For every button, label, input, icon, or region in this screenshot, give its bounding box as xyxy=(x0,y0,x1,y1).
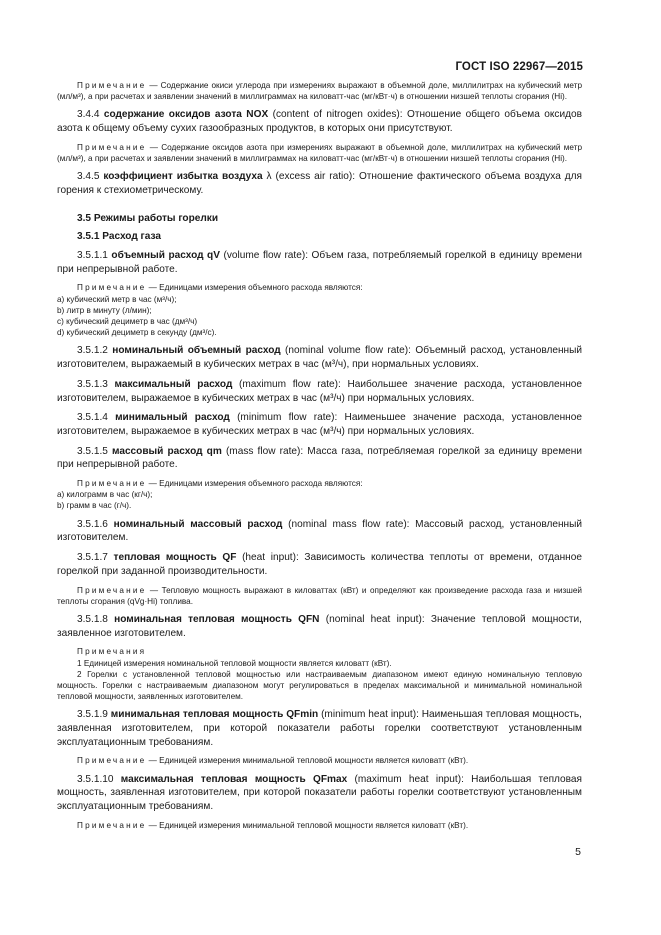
term-3-5-1-10 xyxy=(57,773,582,814)
term-definition: (heat input): Зависимость количества теплоты от времени, отданное горелкой при заданной производительности. xyxy=(57,552,582,577)
term-3-4-4 xyxy=(57,108,582,135)
term-3-5-1-8 xyxy=(57,613,582,640)
term-number: 3.5.1.6 xyxy=(77,518,114,530)
term-name: тепловая мощность QF xyxy=(113,552,237,564)
note-label: Примечание xyxy=(77,585,147,595)
term-3-5-1-3 xyxy=(57,378,582,405)
list-item: 2 Горелки с установленной тепловой мощностью или настраиваемым диапазоном имеют единую номинальную тепловую мощность. Горелки с настраиваемым диапазоном могут регулироваться в пределах максимальной и минимальной номинальной тепловой мощности, заявленных изготовителем. xyxy=(57,669,582,702)
term-name: объемный расход qV xyxy=(111,250,220,262)
note-max-heat xyxy=(57,820,582,831)
section-heading-3-5-1: 3.5.1 Расход газа xyxy=(77,231,161,243)
note-volume-units xyxy=(57,282,582,338)
note-text: — Единицей измерения минимальной тепловой мощности является киловатт (кВт). xyxy=(146,756,469,766)
note-label: Примечание xyxy=(77,81,147,90)
term-definition: (maximum flow rate): Наибольшее значение расхода, установленное изготовителем, выражаемое в кубических метрах в час (м³/ч) при нормальных условиях. xyxy=(57,378,582,404)
term-number: 3.5.1.10 xyxy=(77,773,121,785)
section-heading-3-5: 3.5 Режимы работы горелки xyxy=(77,212,219,224)
standard-header: ГОСТ ISO 22967—2015 xyxy=(455,61,583,73)
list-item: d) кубический дециметр в секунду (дм³/с). xyxy=(57,328,217,338)
document-body xyxy=(57,80,582,837)
note-text: — Единицей измерения минимальной тепловой мощности является киловатт (кВт). xyxy=(146,820,469,830)
term-definition: (nominal mass flow rate): Массовый расход, установленный изготовителем. xyxy=(57,518,583,544)
term-number: 3.5.1.8 xyxy=(77,613,115,625)
list-item: a) кубический метр в час (м³/ч); xyxy=(57,294,177,304)
note-heat-input xyxy=(57,585,582,607)
list-item: c) кубический дециметр в час (дм³/ч) xyxy=(57,317,198,327)
note-text: — Содержание оксидов азота при измерениях выражают в объемной доле, миллилитрах на кубический метр (мл/м³), а при расчетах и заявлении значений в миллиграммах на киловатт-час (мг/кВт·ч) в отношении низшей теплоты сгорания (Hi). xyxy=(57,142,582,164)
term-name: минимальная тепловая мощность QFmin xyxy=(110,709,319,721)
term-name: максимальная тепловая мощность QFmax xyxy=(120,773,348,785)
list-item: b) литр в минуту (л/мин); xyxy=(57,305,152,315)
term-definition: (nominal heat input): Значение тепловой мощности, заявленное изготовителем. xyxy=(57,613,582,639)
note-text: — Содержание окиси углерода при измерениях выражают в объемной доле, миллилитрах на кубический метр (мл/м³), а при расчетах и заявлении значений в миллиграммах на киловатт-час (мг/кВт·ч) в отношении низшей теплоты сгорания (Hi). xyxy=(57,81,582,102)
term-definition: (nominal volume flow rate): Объемный расход, установленный изготовителем, выражаемый в кубических метрах в час (м³/ч), при нормальных условиях. xyxy=(57,345,582,371)
term-definition: (volume flow rate): Объем газа, потребляемый горелкой в единицу времени при непрерывной работе. xyxy=(57,250,582,275)
term-3-5-1-1 xyxy=(57,249,582,276)
term-definition: (minimum flow rate): Наименьшее значение расхода, установленное изготовителем, выражаемое в кубических метрах в час (м³/ч) при нормальных условиях. xyxy=(57,412,582,437)
term-name: коэффициент избытка воздуха xyxy=(103,171,263,183)
term-name: номинальный объемный расход xyxy=(112,345,281,357)
term-name: номинальная тепловая мощность QFN xyxy=(114,613,320,625)
note-min-heat xyxy=(57,755,582,766)
note-nox xyxy=(57,142,582,164)
term-definition: (content of nitrogen oxides): Отношение общего объема оксидов азота к общему объему сухих газообразных продуктов, в которых они присутствуют. xyxy=(57,109,582,135)
notes-nominal-heat xyxy=(57,646,582,702)
term-number: 3.5.1.4 xyxy=(77,412,116,424)
note-label: Примечание xyxy=(77,283,147,293)
term-3-5-1-5 xyxy=(57,445,582,472)
list-item: 1 Единицей измерения номинальной тепловой мощности является киловатт (кВт). xyxy=(77,658,392,668)
note-label: Примечание xyxy=(77,142,147,152)
term-definition: (mass flow rate): Масса газа, потребляемая горелкой за единицу времени при непрерывной работе. xyxy=(57,445,582,471)
term-number: 3.5.1.3 xyxy=(77,378,115,390)
note-text: — Единицами измерения объемного расхода являются: xyxy=(146,479,363,489)
term-definition: (maximum heat input): Наибольшая тепловая мощность, заявленная изготовителем, при которой показатели работы горелки соответствуют установленным эксплуатационным требованиям. xyxy=(57,773,582,813)
term-name: максимальный расход xyxy=(114,378,233,390)
term-name: номинальный массовый расход xyxy=(113,518,283,530)
term-name: содержание оксидов азота NOX xyxy=(103,109,269,121)
term-3-5-1-9 xyxy=(57,708,582,749)
list-item: b) грамм в час (г/ч). xyxy=(57,501,132,511)
note-label: Примечание xyxy=(77,479,147,489)
note-text: — Единицами измерения объемного расхода являются: xyxy=(146,283,363,293)
term-number: 3.5.1.9 xyxy=(77,709,111,721)
term-definition: λ (excess air ratio): Отношение фактического объема воздуха для горения к стехиометрическому. xyxy=(57,171,582,196)
term-number: 3.5.1.1 xyxy=(77,250,112,262)
term-number: 3.4.4 xyxy=(77,109,104,121)
note-text: — Тепловую мощность выражают в киловаттах (кВт) и определяют как произведение расхода газа и низшей теплоты сгорания (qVg·Hi) топлива. xyxy=(57,585,582,606)
notes-label: Примечания xyxy=(77,647,147,657)
term-3-5-1-7 xyxy=(57,551,582,578)
term-name: массовый расход qm xyxy=(112,445,222,457)
note-label: Примечание xyxy=(77,820,147,830)
note-label: Примечание xyxy=(77,756,147,766)
note-co xyxy=(57,80,582,102)
term-3-5-1-4 xyxy=(57,411,582,438)
page-number: 5 xyxy=(575,846,581,858)
term-3-5-1-2 xyxy=(57,344,582,371)
term-3-4-5 xyxy=(57,170,582,197)
term-name: минимальный расход xyxy=(115,412,230,424)
list-item: a) килограмм в час (кг/ч); xyxy=(57,490,153,500)
term-3-5-1-6 xyxy=(57,518,582,545)
term-number: 3.4.5 xyxy=(77,171,104,183)
term-number: 3.5.1.2 xyxy=(77,345,113,357)
note-intro xyxy=(57,478,582,489)
term-number: 3.5.1.5 xyxy=(77,445,112,457)
term-definition: (minimum heat input): Наименьшая тепловая мощность, заявленная изготовителем, при которой показатели работы горелки соответствуют установленным эксплуатационным требованиям. xyxy=(57,709,582,748)
note-intro xyxy=(57,282,582,293)
term-number: 3.5.1.7 xyxy=(77,552,114,564)
note-mass-units xyxy=(57,478,582,512)
spacer xyxy=(57,204,582,212)
